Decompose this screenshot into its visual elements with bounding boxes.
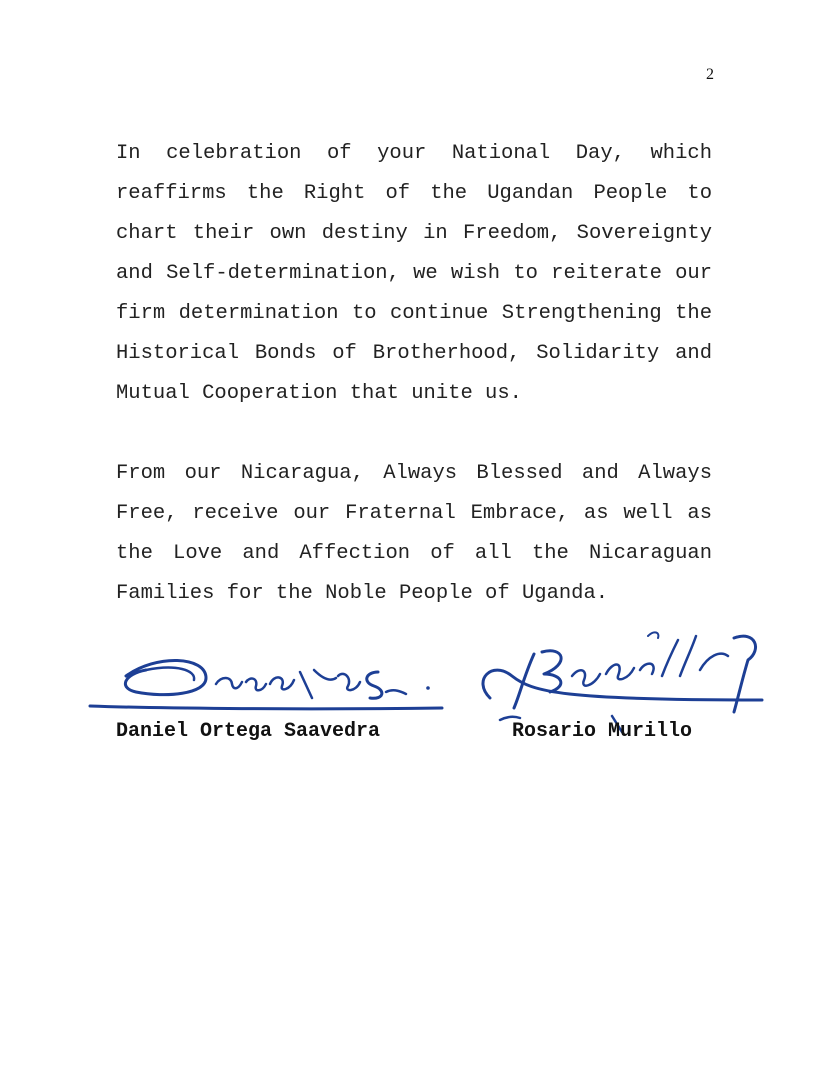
paragraph-celebration: In celebration of your National Day, which reaffirms the Right of the Ugandan People to chart their own destiny in Freedom, Sovereignty and Self-determination, we wish to reiterate our firm determination to continue Strengthening the Historical Bonds of Brotherhood, Solidarity and Mutual Cooperation that unite us. bbox=[116, 142, 712, 405]
paragraph-embrace: From our Nicaragua, Always Blessed and Always Free, receive our Fraternal Embrace, as well as the Love and Affection of all the Nicaraguan Families for the Noble People of Uganda. bbox=[116, 462, 712, 605]
page-number: 2 bbox=[706, 66, 714, 83]
signatory-name-murillo: Rosario Murillo bbox=[512, 720, 693, 743]
signature-ortega bbox=[86, 648, 446, 718]
letter-body bbox=[116, 134, 712, 654]
signatory-name-ortega: Daniel Ortega Saavedra bbox=[116, 720, 381, 743]
